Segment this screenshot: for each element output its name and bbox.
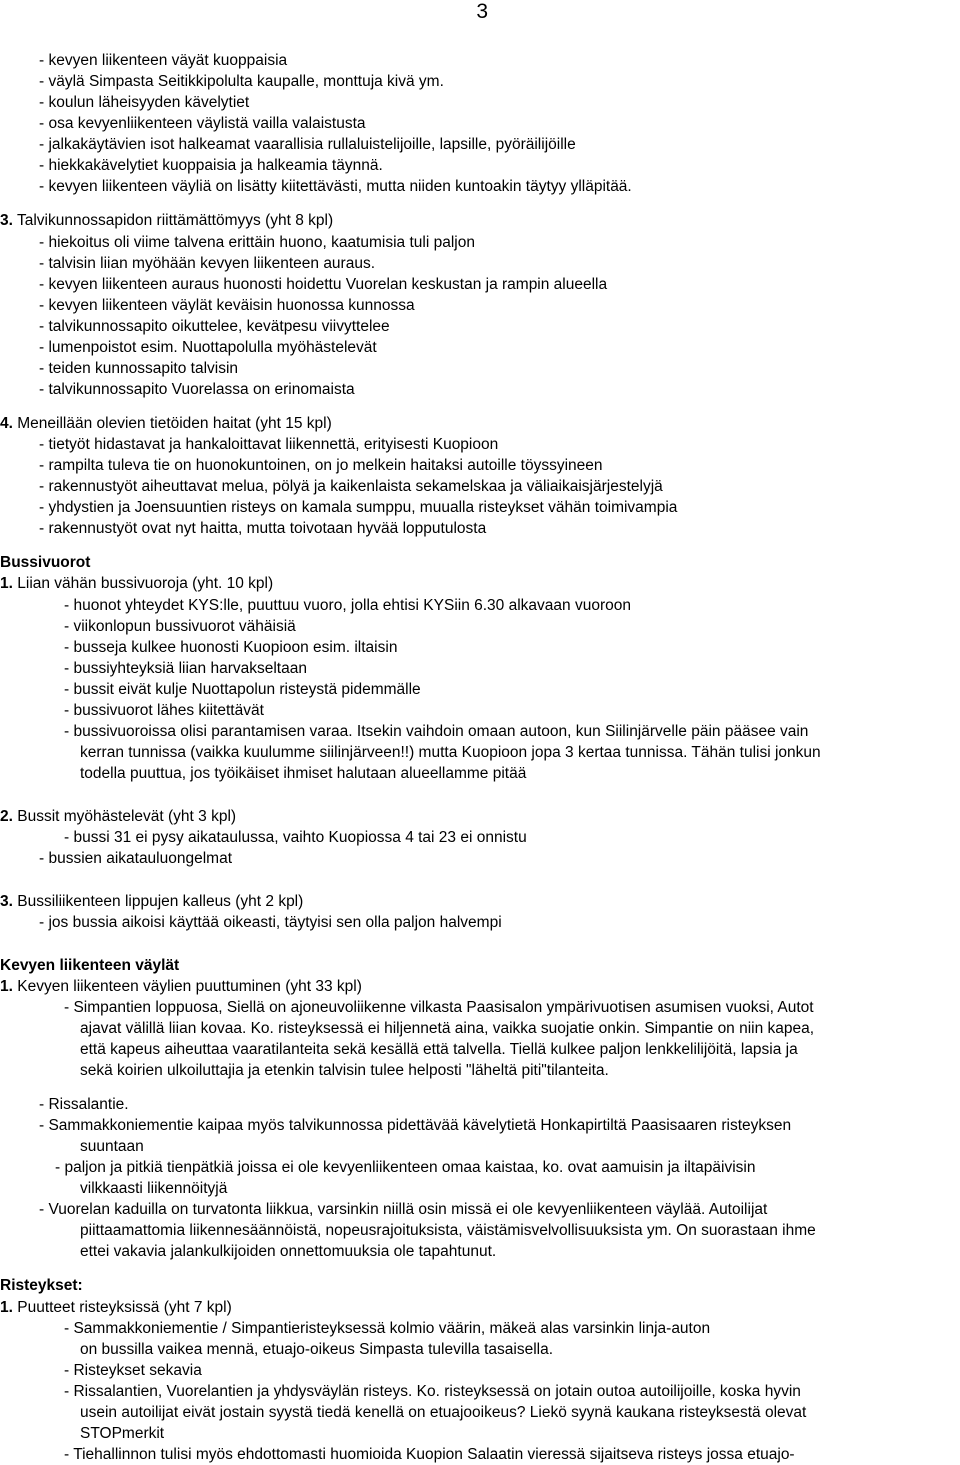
list-item: - Sammakkoniementie kaipaa myös talvikunnossa pidettävää kävelytietä Honkapirtiltä Paasisaaren risteyksen [39,1117,792,1134]
section-title: Kevyen liikenteen väylien puuttuminen (yht 33 kpl) [17,978,362,995]
list-item: - bussien aikatauluongelmat [39,850,233,867]
list-item-continuation: usein autoilijat eivät jostain syystä tiedä kenellä on etuajooikeus? Liekö syynä kaukana risteyksestä olevat [80,1404,807,1421]
list-item: - jalkakäytävien isot halkeamat vaarallisia rullaluistelijoille, lapsille, pyöräilijöille [39,136,576,153]
list-item-continuation: ajavat välillä liian kovaa. Ko. risteyksessä ei hiljennetä aina, vaikka suojatie onkin. Simpantie on niin kapea, [80,1020,815,1037]
list-item: - talvikunnossapito oikuttelee, kevätpesu viivyttelee [39,318,390,335]
list-item-continuation: piittaamattomia liikennesäännöistä, nopeusrajoituksista, väistämisvelvollisuuksista ym. On suorastaan ihme [80,1222,816,1239]
list-item: - viikonlopun bussivuorot vähäisiä [64,618,296,635]
list-item: - talvikunnossapito Vuorelassa on erinomaista [39,381,355,398]
list-item-continuation: STOPmerkit [80,1425,165,1442]
list-item: - koulun läheisyyden kävelytiet [39,94,250,111]
section-heading-kevyen: Kevyen liikenteen väylät [0,957,180,974]
list-item: - rampilta tuleva tie on huonokuntoinen, on jo melkein haitaksi autoille töyssyineen [39,457,603,474]
list-item: - hiekkakävelytiet kuoppaisia ja halkeamia täynnä. [39,157,383,174]
list-item-continuation: kerran tunnissa (vaikka kuulumme siilinjärveen!!) mutta Kuopioon jopa 3 kertaa tunnissa. Tähän tulisi jonkun [80,744,821,761]
subsection-heading [0,1297,232,1318]
section-number: 3. [0,893,13,910]
section-heading-bussivuorot: Bussivuorot [0,554,91,571]
section-heading [0,210,333,231]
list-item: - Risteykset sekavia [64,1362,202,1379]
section-number: 2. [0,808,13,825]
list-item: - paljon ja pitkiä tienpätkiä joissa ei ole kevyenliikenteen omaa kaistaa, ko. ovat aamuisin ja iltapäivisin [55,1159,756,1176]
page-number: 3 [476,0,488,23]
section-number: 1. [0,575,13,592]
list-item-continuation: on bussilla vaikea mennä, etuajo-oikeus Simpasta tulevilla tasaisella. [80,1341,554,1358]
section-title: Talvikunnossapidon riittämättömyys (yht 8 kpl) [16,212,334,229]
list-item-continuation: vilkkaasti liikennöityjä [80,1180,228,1197]
list-item: - jos bussia aikoisi käyttää oikeasti, täytyisi sen olla paljon halvempi [39,914,502,931]
list-item: - Vuorelan kaduilla on turvatonta liikkua, varsinkin niillä osin missä ei ole kevyenliikenteen väylää. Autoilijat [39,1201,768,1218]
list-item: - rakennustyöt aiheuttavat melua, pölyä ja kaikenlaista sekamelskaa ja väliaikaisjärjestelyjä [39,478,663,495]
section-title: Bussiliikenteen lippujen kalleus (yht 2 kpl) [17,893,304,910]
list-item: - Sammakkoniementie / Simpantieristeyksessä kolmio väärin, mäkeä alas varsinkin linja-auton [64,1320,711,1337]
section-heading [0,413,332,434]
list-item: - bussivuoroissa olisi parantamisen varaa. Itsekin vaihdoin omaan autoon, kun Siilinjärvelle päin pääsee vain [64,723,809,740]
subsection-heading [0,891,303,912]
list-item: - huonot yhteydet KYS:lle, puuttuu vuoro, jolla ehtisi KYSiin 6.30 alkavaan vuoroon [64,597,631,614]
list-item: - talvisin liian myöhään kevyen liikenteen auraus. [39,255,376,272]
list-item: - teiden kunnossapito talvisin [39,360,239,377]
list-item: - bussi 31 ei pysy aikataulussa, vaihto Kuopiossa 4 tai 23 ei onnistu [64,829,527,846]
list-item-continuation: että kapeus aiheuttaa vaaratilanteita sekä kesällä että talvella. Tiellä kulkee paljon lenkkelilijöitä, lapsia ja [80,1041,798,1058]
list-item: - Tiehallinnon tulisi myös ehdottomasti huomioida Kuopion Salaatin vieressä sijaitseva risteys jossa etuajo- [64,1446,795,1463]
list-item: - rakennustyöt ovat nyt haitta, mutta toivotaan hyvää lopputulosta [39,520,487,537]
list-item: - lumenpoistot esim. Nuottapolulla myöhästelevät [39,339,377,356]
section-number: 3. [0,212,13,229]
list-item-continuation: suuntaan [80,1138,144,1155]
list-item: - kevyen liikenteen väylät keväisin huonossa kunnossa [39,297,415,314]
list-item: - tietyöt hidastavat ja hankaloittavat liikennettä, erityisesti Kuopioon [39,436,499,453]
section-title: Puutteet risteyksissä (yht 7 kpl) [12,1299,232,1316]
list-item: - bussivuorot lähes kiitettävät [64,702,264,719]
section-title: Bussit myöhästelevät (yht 3 kpl) [17,808,237,825]
list-item: - väylä Simpasta Seitikkipolulta kaupalle, monttuja kivä ym. [39,73,444,90]
list-item: - osa kevyenliikenteen väylistä vailla valaistusta [39,115,366,132]
list-item: - Rissalantien, Vuorelantien ja yhdysväylän risteys. Ko. risteyksessä on jotain outoa autoilijoille, koska hyvin [64,1383,801,1400]
list-item: - hiekoitus oli viime talvena erittäin huono, kaatumisia tuli paljon [39,234,475,251]
list-item: - kevyen liikenteen väyät kuoppaisia [39,52,288,69]
list-item-continuation: ettei vakavia jalankulkijoiden onnettomuuksia ole tapahtunut. [80,1243,497,1260]
section-title: Liian vähän bussivuoroja (yht. 10 kpl) [17,575,274,592]
list-item: - bussiyhteyksiä liian harvakseltaan [64,660,307,677]
subsection-heading [0,976,362,997]
subsection-heading [0,806,236,827]
section-number: 1. [0,1299,13,1316]
list-item: - Rissalantie. [39,1096,129,1113]
list-item-continuation: sekä koirien ulkoiluttajia ja etenkin talvisin tulee helposti "läheltä piti"tilanteita. [80,1062,609,1079]
list-item: - bussit eivät kulje Nuottapolun risteystä pidemmälle [64,681,421,698]
section-number: 1. [0,978,13,995]
subsection-heading [0,573,273,594]
list-item-continuation: todella puuttua, jos työikäiset ihmiset halutaan alueellamme pitää [80,765,527,782]
list-item: - busseja kulkee huonosti Kuopioon esim. iltaisin [64,639,398,656]
section-number: 4. [0,415,13,432]
list-item: - yhdystien ja Joensuuntien risteys on kamala sumppu, muualla risteykset vähän toimivampia [39,499,678,516]
section-heading-risteykset: Risteykset: [0,1277,83,1294]
list-item: - kevyen liikenteen väyliä on lisätty kiitettävästi, mutta niiden kuntoakin täytyy ylläpitää. [39,178,632,195]
list-item: - kevyen liikenteen auraus huonosti hoidettu Vuorelan keskustan ja rampin alueella [39,276,608,293]
list-item: - Simpantien loppuosa, Siellä on ajoneuvoliikenne vilkasta Paasisalon ympärivuotisen asumisen vuoksi, Autot [64,999,814,1016]
section-title: Meneillään olevien tietöiden haitat (yht 15 kpl) [17,415,332,432]
